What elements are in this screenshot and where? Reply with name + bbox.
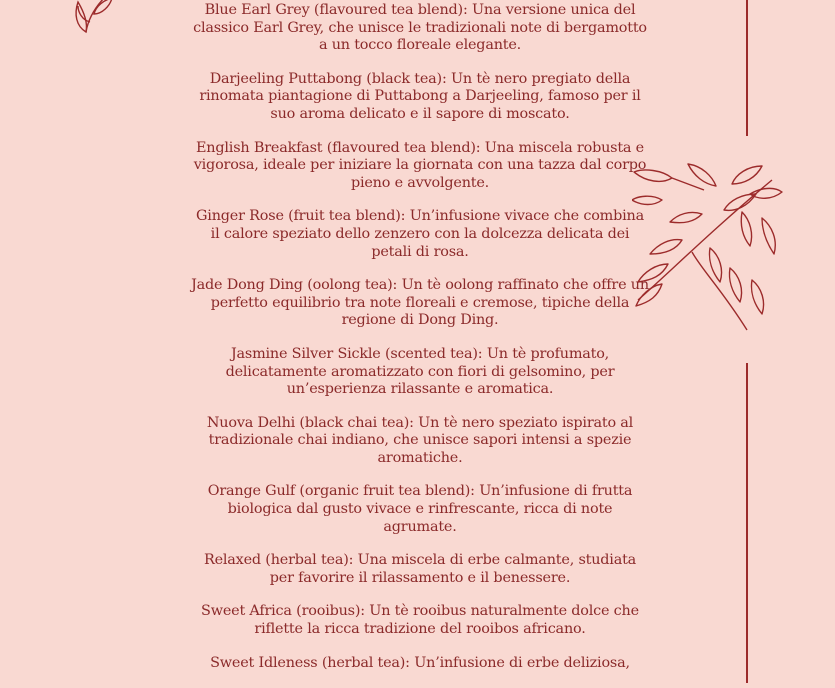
leaf-branch-icon (632, 160, 787, 340)
divider-line-top (746, 0, 748, 136)
menu-item-relaxed: Relaxed (herbal tea): Una miscela di erbe calmante, studiata per favorire il rilassamento e il benessere. (203, 552, 637, 586)
menu-item-jade-dong-ding: Jade Dong Ding (oolong tea): Un tè oolong raffinato che offre un perfetto equilibrio tra note floreali e cremose, tipiche della regione di Dong Ding. (191, 277, 649, 329)
menu-item-english-breakfast: English Breakfast (flavoured tea blend): Una miscela robusta e vigorosa, ideale per iniziare la giornata con una tazza dal corpo pieno e avvolgente. (193, 139, 647, 191)
leaf-branch-icon (68, 0, 116, 36)
tea-menu-list (190, 2, 650, 688)
menu-item-blue-earl-grey: Blue Earl Grey (flavoured tea blend): Una versione unica del classico Earl Grey, che unisce le tradizionali note di bergamotto a un tocco floreale elegante. (193, 2, 647, 54)
menu-item-nuova-delhi: Nuova Delhi (black chai tea): Un tè nero speziato ispirato al tradizionale chai indiano, che unisce sapori intensi a spezie aromatiche. (206, 414, 634, 466)
menu-item-darjeeling-puttabong: Darjeeling Puttabong (black tea): Un tè nero pregiato della rinomata piantagione di Puttabong a Darjeeling, famoso per il suo aroma delicato e il sapore di moscato. (199, 70, 641, 122)
menu-item-orange-gulf: Orange Gulf (organic fruit tea blend): Un’infusione di frutta biologica dal gusto vivace e rinfrescante, ricca di note agrumate. (207, 483, 633, 535)
leaf-branch-right (632, 160, 787, 340)
divider-line-bottom (746, 363, 748, 683)
menu-item-sweet-africa: Sweet Africa (rooibus): Un tè rooibus naturalmente dolce che riflette la ricca tradizione del rooibos africano. (201, 603, 639, 638)
menu-item-ginger-rose: Ginger Rose (fruit tea blend): Un’infusione vivace che combina il calore speziato dello zenzero con la dolcezza delicata dei petali di rosa. (196, 208, 644, 260)
leaf-branch-top-left (68, 0, 116, 36)
menu-item-sweet-idleness: Sweet Idleness (herbal tea): Un’infusione di erbe deliziosa, (210, 654, 630, 671)
menu-item-jasmine-silver-sickle: Jasmine Silver Sickle (scented tea): Un tè profumato, delicatamente aromatizzato con fiori di gelsomino, per un’esperienza rilassante e aromatica. (225, 345, 615, 398)
